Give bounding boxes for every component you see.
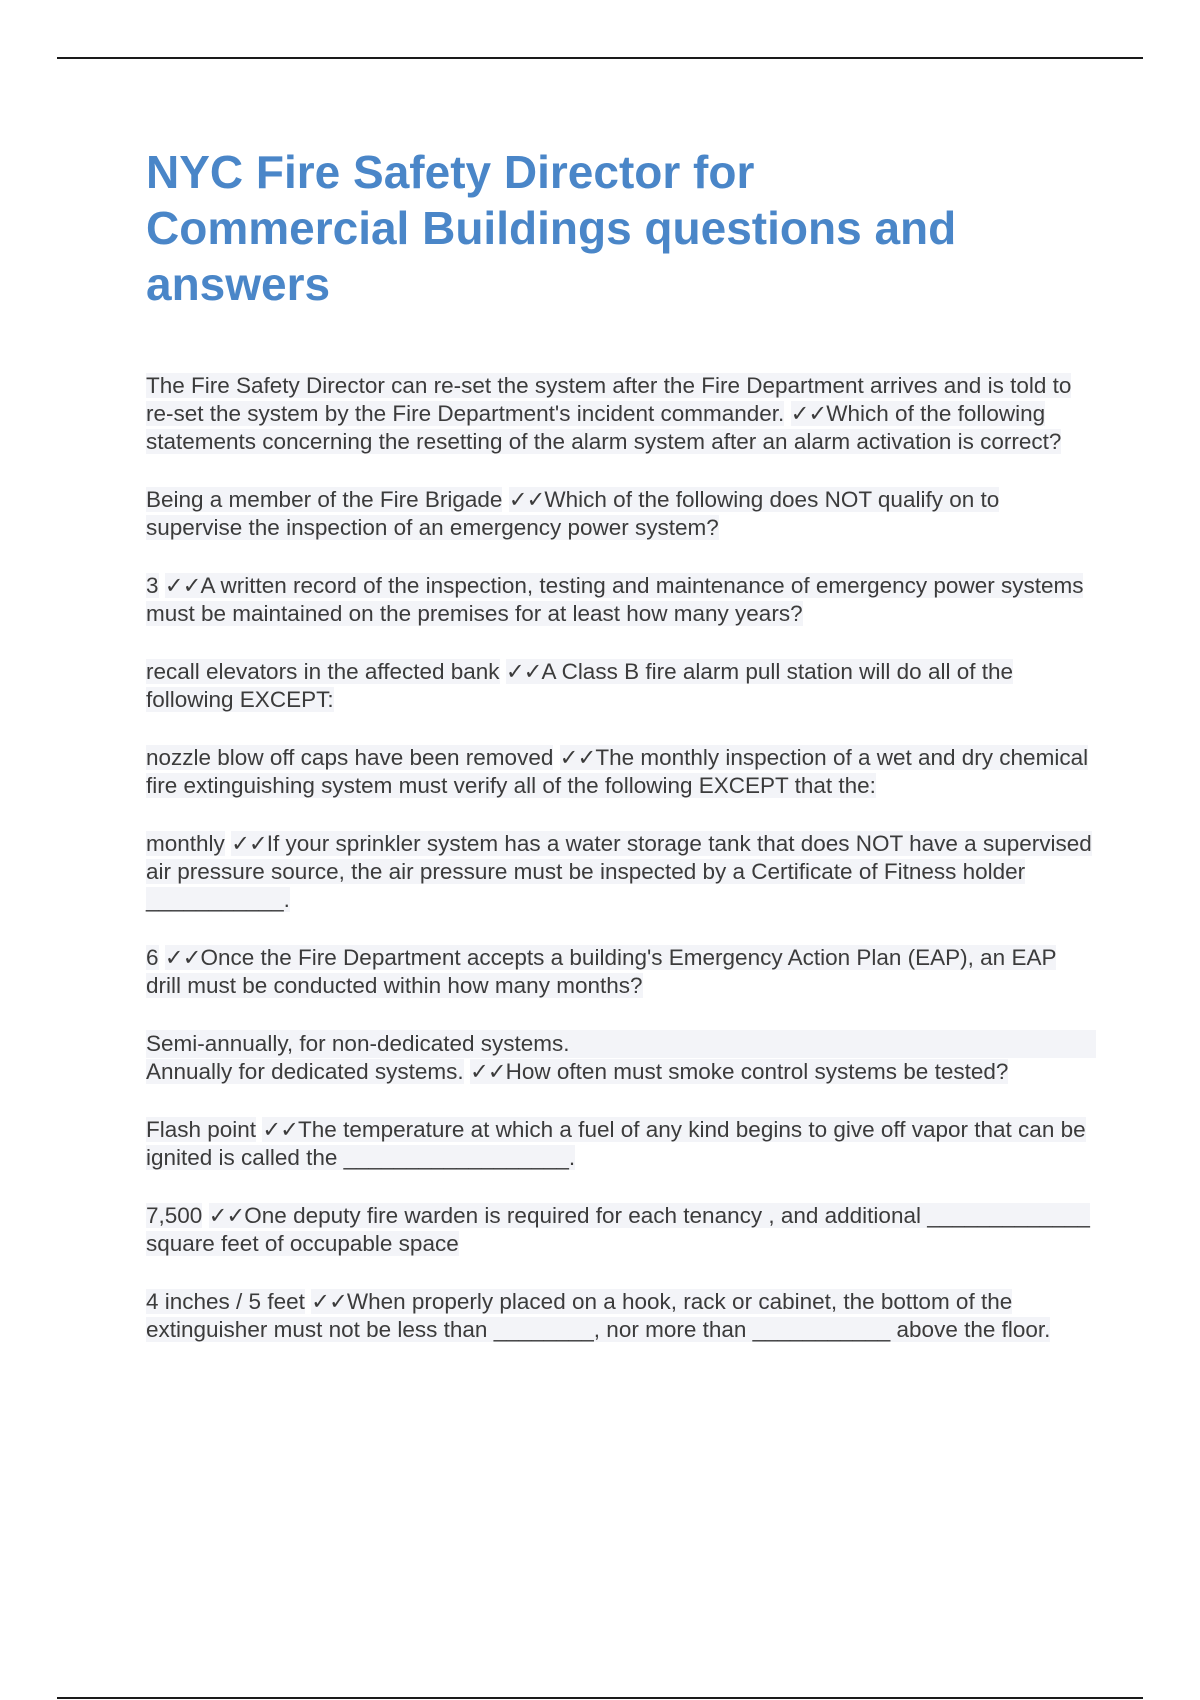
qa-question: One deputy fire warden is required for each tenancy , and additional _____________ square feet of occupable space [146, 1203, 1090, 1256]
qa-question: Which of the following does NOT qualify on to supervise the inspection of an emergency power system? [146, 487, 1000, 540]
qa-answer: 3 [146, 573, 159, 598]
qa-list [146, 372, 1096, 1344]
qa-item [146, 944, 1096, 1000]
qa-answer: recall elevators in the affected bank [146, 659, 500, 684]
checkmark-icon: ✓✓ [311, 1289, 347, 1314]
qa-answer: Flash point [146, 1117, 257, 1142]
qa-question: The temperature at which a fuel of any kind begins to give off vapor that can be ignited is called the __________________. [146, 1117, 1086, 1170]
qa-item [146, 372, 1096, 456]
qa-question: If your sprinkler system has a water storage tank that does NOT have a supervised air pressure source, the air pressure must be inspected by a Certificate of Fitness holder ___________. [146, 831, 1092, 912]
qa-item [146, 572, 1096, 628]
qa-question: A written record of the inspection, testing and maintenance of emergency power systems must be maintained on the premises for at least how many years? [146, 573, 1084, 626]
bottom-rule [57, 1697, 1143, 1699]
qa-question: A Class B fire alarm pull station will do all of the following EXCEPT: [146, 659, 1014, 712]
qa-question: Once the Fire Department accepts a building's Emergency Action Plan (EAP), an EAP drill must be conducted within how many months? [146, 945, 1057, 998]
qa-item [146, 658, 1096, 714]
qa-item [146, 1288, 1096, 1344]
checkmark-icon: ✓✓ [559, 745, 596, 770]
checkmark-icon: ✓✓ [208, 1203, 245, 1228]
qa-question: The monthly inspection of a wet and dry chemical fire extinguishing system must verify all of the following EXCEPT that the: [146, 745, 1089, 798]
top-rule [57, 57, 1143, 59]
checkmark-icon: ✓✓ [164, 945, 201, 970]
document-body [146, 144, 1096, 1374]
qa-answer-line: Semi-annually, for non-dedicated systems. [146, 1030, 1096, 1058]
qa-answer: Being a member of the Fire Brigade [146, 487, 503, 512]
qa-item [146, 486, 1096, 542]
checkmark-icon: ✓✓ [164, 573, 201, 598]
qa-answer: monthly [146, 831, 225, 856]
qa-question: How often must smoke control systems be tested? [505, 1059, 1009, 1084]
document-title: NYC Fire Safety Director for Commercial Buildings questions and answers [146, 146, 957, 310]
qa-question: Which of the following statements concerning the resetting of the alarm system after an alarm activation is correct? [146, 401, 1062, 454]
qa-item [146, 744, 1096, 800]
qa-item [146, 1030, 1096, 1086]
qa-answer: nozzle blow off caps have been removed [146, 745, 554, 770]
checkmark-icon: ✓✓ [508, 487, 545, 512]
qa-item [146, 830, 1096, 914]
checkmark-icon: ✓✓ [505, 659, 542, 684]
qa-answer: 6 [146, 945, 159, 970]
qa-answer: 4 inches / 5 feet [146, 1289, 305, 1314]
qa-item [146, 1116, 1096, 1172]
qa-item [146, 1202, 1096, 1258]
checkmark-icon: ✓✓ [469, 1059, 506, 1084]
qa-answer: The Fire Safety Director can re-set the system after the Fire Department arrives and is told to re-set the system by the Fire Department's incident commander. [146, 373, 1072, 426]
checkmark-icon: ✓✓ [790, 401, 827, 426]
checkmark-icon: ✓✓ [231, 831, 267, 856]
qa-answer: Annually for dedicated systems. [146, 1059, 464, 1084]
qa-answer: 7,500 [146, 1203, 203, 1228]
qa-question: When properly placed on a hook, rack or cabinet, the bottom of the extinguisher must not be less than ________, nor more than ___________ above the floor. [146, 1289, 1051, 1342]
checkmark-icon: ✓✓ [262, 1117, 299, 1142]
